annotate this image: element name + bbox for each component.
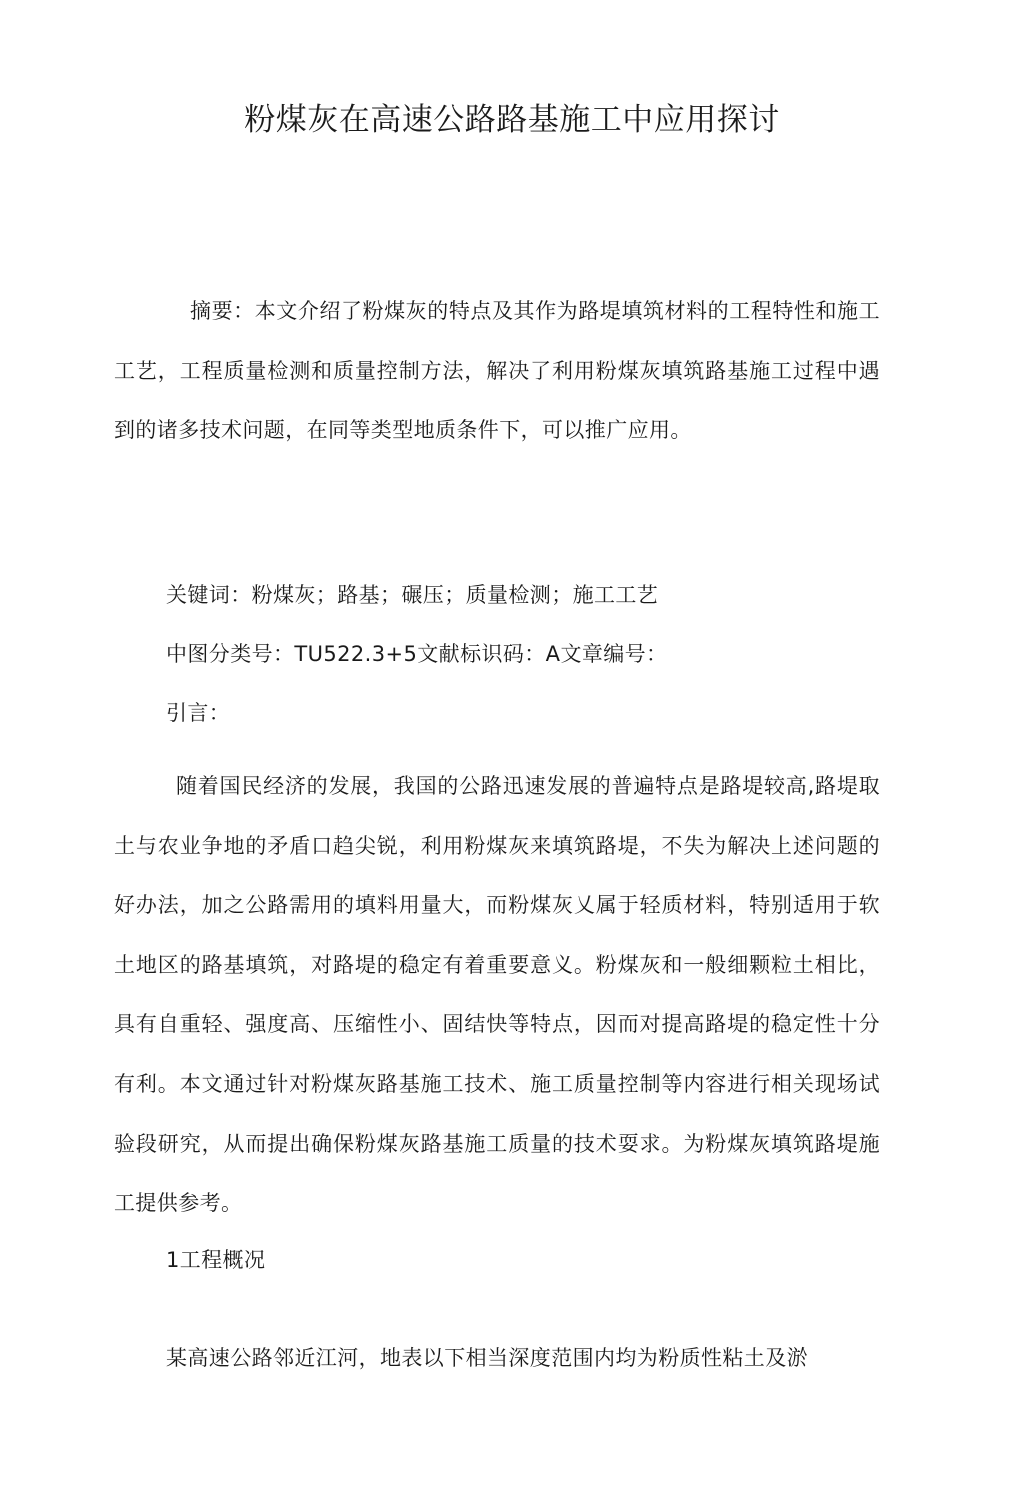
- section-1-paragraph: 某高速公路邻近江河，地表以下相当深度范围内均为粉质性粘土及淤: [166, 1346, 808, 1370]
- document-title: 粉煤灰在高速公路路基施工中应用探讨: [244, 102, 780, 138]
- keywords-line: 关键词：粉煤灰；路基；碾压；质量检测；施工工艺: [166, 583, 659, 607]
- abstract-paragraph: 摘要：本文介绍了粉煤灰的特点及其作为路堤填筑材料的工程特性和施工工艺，工程质量检测和质量控制方法，解决了利用粉煤灰填筑路基施工过程中遇到的诸多技术问题，在同等类型地质条件下，可以推广应用。: [114, 299, 880, 443]
- section-1-heading: 1工程概况: [166, 1248, 266, 1272]
- classification-line: 中图分类号：TU522.3+5文献标识码：A文章编号：: [166, 642, 668, 666]
- intro-heading: 引言：: [166, 701, 231, 725]
- intro-paragraph: 随着国民经济的发展，我国的公路迅速发展的普遍特点是路堤较高,路堤取土与农业争地的矛盾口趋尖锐，利用粉煤灰来填筑路堤，不失为解决上述问题的好办法，加之公路需用的填料用量大，而粉煤灰乂属于轻质材料，特别适用于软土地区的路基填筑，对路堤的稳定有着重要意义。粉煤灰和一般细颗粒土相比，具有自重轻、强度高、压缩性小、固结快等特点，因而对提高路堤的稳定性十分有利。本文通过针对粉煤灰路基施工技术、施工质量控制等内容进行相关现场试验段研究，从而提出确保粉煤灰路基施工质量的技术耍求。为粉煤灰填筑路堤施工提供参考。: [114, 774, 880, 1216]
